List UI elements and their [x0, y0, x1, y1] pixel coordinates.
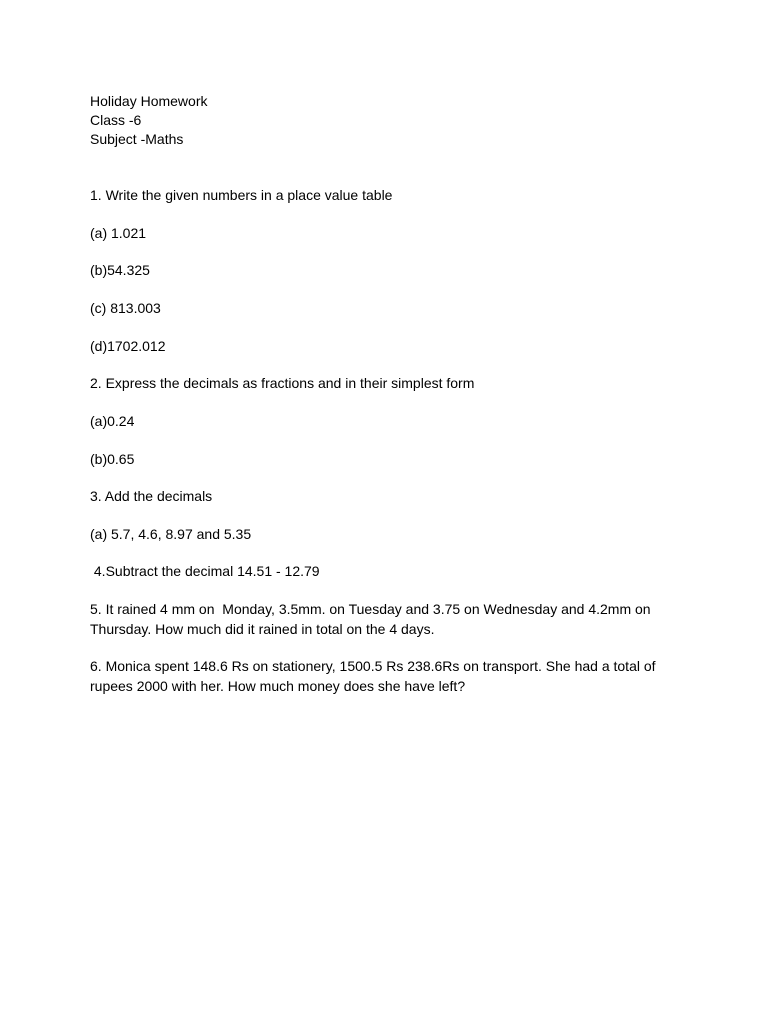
question-3-part-a: (a) 5.7, 4.6, 8.97 and 5.35 — [90, 526, 252, 542]
question-2-part-a: (a)0.24 — [90, 413, 135, 429]
question-6: 6. Monica spent 148.6 Rs on stationery, 1500.5 Rs 238.6Rs on transport. She had a total of rupees 2000 with her. How much money does she have left? — [90, 658, 660, 694]
question-1-part-c: (c) 813.003 — [90, 300, 161, 316]
class-label: Class -6 — [90, 112, 142, 128]
question-1: 1. Write the given numbers in a place value table — [90, 187, 393, 203]
question-4: 4.Subtract the decimal 14.51 - 12.79 — [90, 563, 320, 579]
subject-label: Subject -Maths — [90, 131, 184, 147]
document-title: Holiday Homework — [90, 93, 208, 109]
question-2-part-b: (b)0.65 — [90, 451, 135, 467]
question-1-part-d: (d)1702.012 — [90, 338, 166, 354]
question-1-part-b: (b)54.325 — [90, 262, 150, 278]
question-3: 3. Add the decimals — [90, 488, 213, 504]
question-5: 5. It rained 4 mm on Monday, 3.5mm. on Tuesday and 3.75 on Wednesday and 4.2mm on Thursday. How much did it rained in total on the 4 days. — [90, 601, 655, 637]
question-2: 2. Express the decimals as fractions and in their simplest form — [90, 375, 475, 391]
question-1-part-a: (a) 1.021 — [90, 225, 147, 241]
